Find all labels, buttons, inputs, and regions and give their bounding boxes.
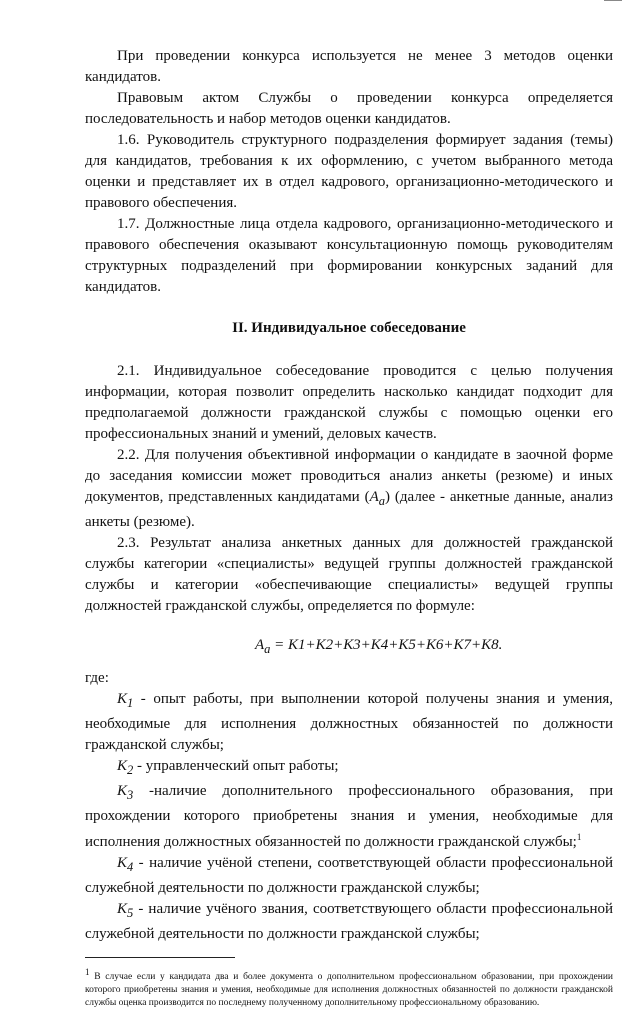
- paragraph-2-2: [85, 445, 613, 533]
- footnote-mark: 1: [85, 967, 90, 977]
- footnote-text: В случае если у кандидата два и более документа о дополнительном профессиональном образовании, при прохождении которого приобретены знания и умения, необходимые для исполнения должностных обязанностей по должности гражданской службы оценка производится по последнему полученному дополнительному профессиональному образованию.: [85, 972, 613, 1009]
- paragraph-1-6: 1.6. Руководитель структурного подразделения формирует задания (темы) для кандидатов, требования к их оформлению, с учетом выбранного метода оценки и представляет их в отдел кадрового, организационно-методического и правового обеспечения.: [85, 132, 613, 211]
- formula-rhs: = К1+К2+К3+К4+К5+К6+К7+К8.: [274, 637, 503, 653]
- definition-k3: $К_3$ -наличие дополнительного профессионального образования, при прохождении которого приобретены знания и умения, необходимые для исполнения должностных обязанностей по должности гражданской службы;$^1$: [85, 783, 613, 850]
- footnote: [85, 966, 613, 1010]
- paragraph-2-1: 2.1. Индивидуальное собеседование проводится с целью получения информации, которая позволит определить насколько кандидат подходит для предполагаемой должности гражданской службы с помощью оценки его профессиональных знаний и умений, деловых качеств.: [85, 363, 613, 442]
- paragraph: Правовым актом Службы о проведении конкурса определяется последовательность и набор методов оценки кандидатов.: [85, 90, 613, 127]
- document-body: [85, 46, 613, 1010]
- formula: [85, 635, 613, 660]
- p22-after: ) (далее - анкетные данные, анализ анкеты (резюме).: [85, 489, 613, 530]
- section-heading: II. Индивидуальное собеседование: [232, 320, 466, 336]
- aa-subscript: а: [378, 494, 386, 508]
- aa-symbol: А: [369, 489, 379, 505]
- paragraph: При проведении конкурса используется не менее 3 методов оценки кандидатов.: [85, 48, 613, 85]
- definition-k4: $К_4$ - наличие учёной степени, соответствующей области профессиональной служебной деятельности по должности гражданской службы;: [85, 855, 613, 896]
- definition-k2: $К_2$ - управленческий опыт работы;: [117, 758, 339, 777]
- p22-before: 2.2. Для получения объективной информации о кандидате в заочной форме до заседания комиссии может проводиться анализ анкеты (резюме) и иных документов, представленных кандидатами (: [85, 447, 613, 505]
- paragraph-2-3: 2.3. Результат анализа анкетных данных для должностей гражданской службы категории «специалисты» ведущей группы должностей гражданской службы и категории «обеспечивающие специалисты» ведущей группы должностей гражданской службы, определяется по формуле:: [85, 535, 613, 614]
- formula-lhs: А: [255, 637, 265, 653]
- formula-lhs-sub: а: [264, 642, 271, 656]
- scan-mark: [604, 0, 622, 1]
- definition-k5: $К_5$ - наличие учёного звания, соответствующего области профессиональной служебной деятельности по должности гражданской службы;: [85, 901, 613, 942]
- footnote-divider: [85, 957, 235, 958]
- definition-k1: $К_1$ - опыт работы, при выполнении которой получены знания и умения, необходимые для исполнения должностных обязанностей по должности гражданской службы;: [85, 691, 613, 753]
- where-label: где:: [85, 670, 109, 686]
- footnote-ref: 1: [576, 832, 582, 842]
- paragraph-1-7: 1.7. Должностные лица отдела кадрового, организационно-методического и правового обеспечения оказывают консультационную помощь руководителям структурных подразделений при формировании конкурсных заданий для кандидатов.: [85, 216, 613, 295]
